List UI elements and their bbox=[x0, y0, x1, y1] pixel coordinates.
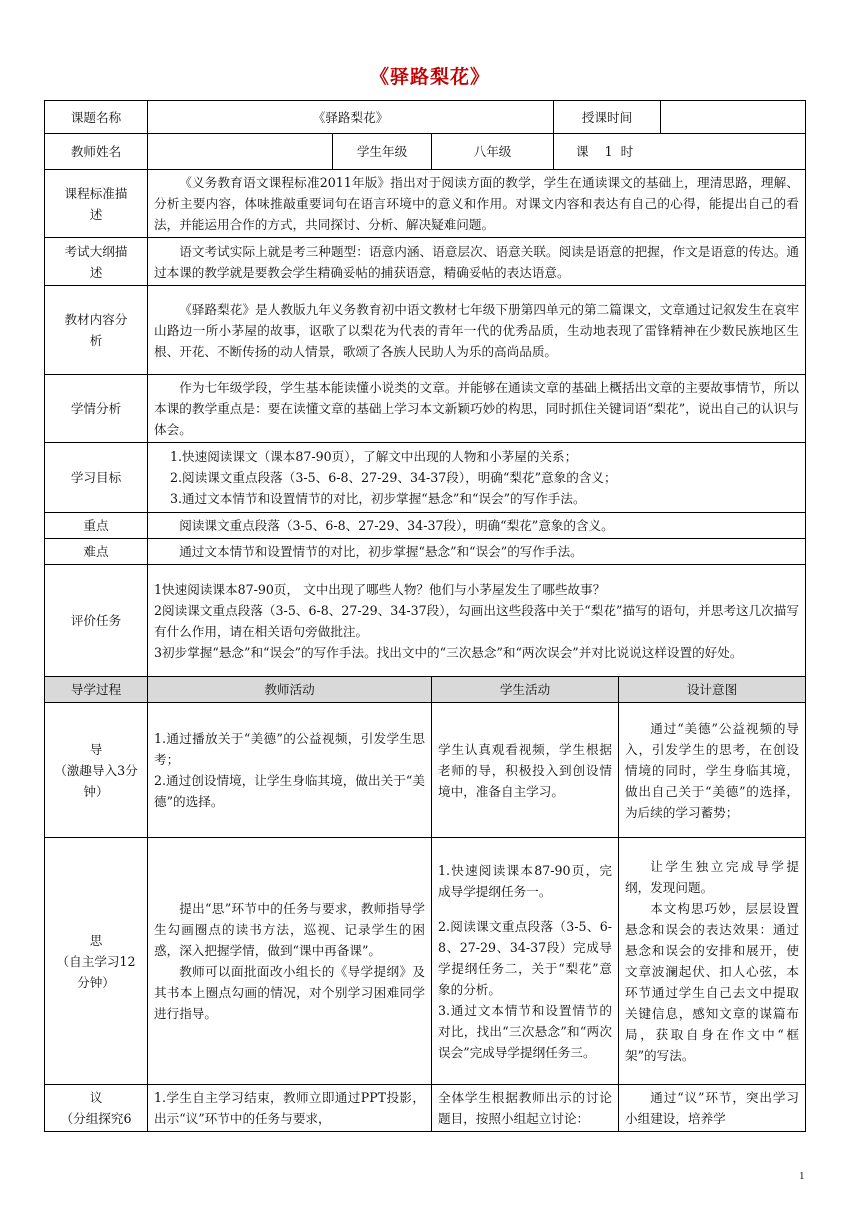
process-row-si bbox=[45, 838, 806, 1085]
dao-teacher-activity: 1.通过播放关于“美德”的公益视频，引发学生思考； 2.通过创设情境，让学生身临其境，做出关于“美德”的选择。 bbox=[148, 703, 432, 838]
evaluation-tasks-label: 评价任务 bbox=[45, 565, 148, 677]
dao-design-intent: 通过“美德”公益视频的导入，引发学生的思考，在创设情境的同时，学生身临其境，做出自己关于“美德”的选择，为后续的学习蓄势； bbox=[619, 703, 806, 838]
row-learning-goals bbox=[45, 443, 806, 513]
difficulty-label: 难点 bbox=[45, 539, 148, 565]
key-point-label: 重点 bbox=[45, 513, 148, 539]
class-time-value bbox=[661, 101, 806, 134]
si-design-intent: 让学生独立完成导学提纲，发现问题。 本文构思巧妙，层层设置悬念和误会的表达效果：通过悬念和误会的安排和展开，使文章波澜起伏、扣人心弦，本环节通过学生自己去文中提取关键信息，感知文章的谋篇布局，获取自身在作文中“框架”的写法。 bbox=[619, 838, 806, 1085]
si-teacher-activity: 提出“思”环节中的任务与要求，教师指导学生勾画圈点的读书方法，巡视、记录学生的困惑，深入把握学情，做到“课中再备课”。 教师可以面批面改小组长的《导学提纲》及其书本上圈点勾画的情况，对个别学习困难同学进行指导。 bbox=[148, 838, 432, 1085]
header-teacher-activity: 教师活动 bbox=[148, 677, 432, 703]
teacher-name-label: 教师姓名 bbox=[45, 134, 148, 170]
yi-design-intent: 通过“议”环节，突出学习小组建设，培养学 bbox=[619, 1085, 806, 1132]
textbook-analysis-text: 《驿路梨花》是人教版九年义务教育初中语文教材七年级下册第四单元的第二篇课文，文章通过记叙发生在哀牢山路边一所小茅屋的故事，讴歌了以梨花为代表的青年一代的优秀品质，生动地表现了雷锋精神在少数民族地区生根、开花、不断传扬的动人情景，歌颂了各族人民助人为乐的高尚品质。 bbox=[148, 286, 806, 375]
row-key-point bbox=[45, 513, 806, 539]
teacher-name-value bbox=[148, 134, 333, 170]
process-header-row bbox=[45, 677, 806, 703]
process-row-dao bbox=[45, 703, 806, 838]
student-analysis-text: 作为七年级学段，学生基本能读懂小说类的文章。并能够在通读文章的基础上概括出文章的主要故事情节，所以本课的教学重点是：要在读懂文章的基础上学习本文新颖巧妙的构思，同时抓住关键词语“梨花”，说出自己的认识与体会。 bbox=[148, 375, 806, 443]
exam-outline-label: 考试大纲描 述 bbox=[45, 238, 148, 286]
yi-teacher-activity: 1.学生自主学习结束，教师立即通过PPT投影，出示“议”环节中的任务与要求， bbox=[148, 1085, 432, 1132]
learning-goals-label: 学习目标 bbox=[45, 443, 148, 513]
si-student-activity: 1.快速阅读课本87-90页，完成导学提纲任务一。 2.阅读课文重点段落（3-5、6-8、27-29、34-37段）完成导学提纲任务二，关于“梨花”意象的分析。 3.通过文本情节和设置情节的对比，找出“三次悬念”和“两次误会”完成导学提纲任务三。 bbox=[432, 838, 619, 1085]
task-item: 1快速阅读课本87-90页， 文中出现了哪些人物？他们与小茅屋发生了哪些故事？ bbox=[154, 581, 606, 597]
difficulty-text: 通过文本情节和设置情节的对比，初步掌握“悬念”和“误会”的写作手法。 bbox=[148, 539, 806, 565]
lesson-plan-table bbox=[44, 100, 806, 1132]
stage-si: 思 （自主学习12分钟） bbox=[45, 838, 148, 1085]
row-exam-outline bbox=[45, 238, 806, 286]
task-item: 2阅读课文重点段落（3-5、6-8、27-29、34-37段），勾画出这些段落中关于“梨花”描写的语句，并思考这几次描写有什么作用，请在相关语句旁做批注。 bbox=[154, 602, 799, 639]
header-process: 导学过程 bbox=[45, 677, 148, 703]
evaluation-tasks-list bbox=[148, 565, 806, 677]
task-item: 3初步掌握“悬念”和“误会”的写作手法。找出文中的“三次悬念”和“两次误会”并对比说说这样设置的好处。 bbox=[154, 644, 743, 660]
dao-student-activity: 学生认真观看视频，学生根据老师的导，积极投入到创设情境中，准备自主学习。 bbox=[432, 703, 619, 838]
class-hours: 课 1 时 bbox=[554, 134, 806, 170]
document-title: 《驿路梨花》 bbox=[369, 66, 490, 88]
process-row-yi bbox=[45, 1085, 806, 1132]
row-course-title bbox=[45, 101, 806, 134]
class-time-label: 授课时间 bbox=[554, 101, 661, 134]
row-textbook-analysis bbox=[45, 286, 806, 375]
header-design-intent: 设计意图 bbox=[619, 677, 806, 703]
page-number: 1 bbox=[799, 1170, 805, 1182]
course-title-label: 课题名称 bbox=[45, 101, 148, 134]
row-evaluation-tasks bbox=[45, 565, 806, 677]
stage-yi: 议 （分组探究6 bbox=[45, 1085, 148, 1132]
row-difficulty bbox=[45, 539, 806, 565]
header-student-activity: 学生活动 bbox=[432, 677, 619, 703]
curriculum-standard-label: 课程标准描 述 bbox=[45, 170, 148, 238]
grade-label: 学生年级 bbox=[333, 134, 432, 170]
key-point-text: 阅读课文重点段落（3-5、6-8、27-29、34-37段），明确“梨花”意象的含义。 bbox=[148, 513, 806, 539]
textbook-analysis-label: 教材内容分 析 bbox=[45, 286, 148, 375]
row-teacher bbox=[45, 134, 806, 170]
row-curriculum-standard bbox=[45, 170, 806, 238]
goal-item: 3.通过文本情节和设置情节的对比，初步掌握“悬念”和“误会”的写作手法。 bbox=[170, 491, 586, 506]
goal-item: 1.快速阅读课文（课本87-90页），了解文中出现的人物和小茅屋的关系； bbox=[170, 449, 578, 464]
grade-value: 八年级 bbox=[432, 134, 554, 170]
student-analysis-label: 学情分析 bbox=[45, 375, 148, 443]
exam-outline-text: 语文考试实际上就是考三种题型：语意内涵、语意层次、语意关联。阅读是语意的把握，作文是语意的传达。通过本课的教学就是要教会学生精确妥帖的捕获语意，精确妥帖的表达语意。 bbox=[148, 238, 806, 286]
yi-student-activity: 全体学生根据教师出示的讨论题目，按照小组起立讨论： bbox=[432, 1085, 619, 1132]
curriculum-standard-text: 《义务教育语文课程标准2011年版》指出对于阅读方面的教学，学生在通读课文的基础上，理清思路，理解、分析主要内容，体味推敲重要词句在语言环境中的意义和作用。对课文内容和表达有自己的心得，能提出自己的看法，并能运用合作的方式，共同探讨、分析、解决疑难问题。 bbox=[148, 170, 806, 238]
learning-goals-list bbox=[148, 443, 806, 513]
course-title-value: 《驿路梨花》 bbox=[148, 101, 554, 134]
row-student-analysis bbox=[45, 375, 806, 443]
stage-dao: 导 （激趣导入3分钟） bbox=[45, 703, 148, 838]
goal-item: 2.阅读课文重点段落（3-5、6-8、27-29、34-37段），明确“梨花”意象的含义； bbox=[170, 470, 617, 485]
